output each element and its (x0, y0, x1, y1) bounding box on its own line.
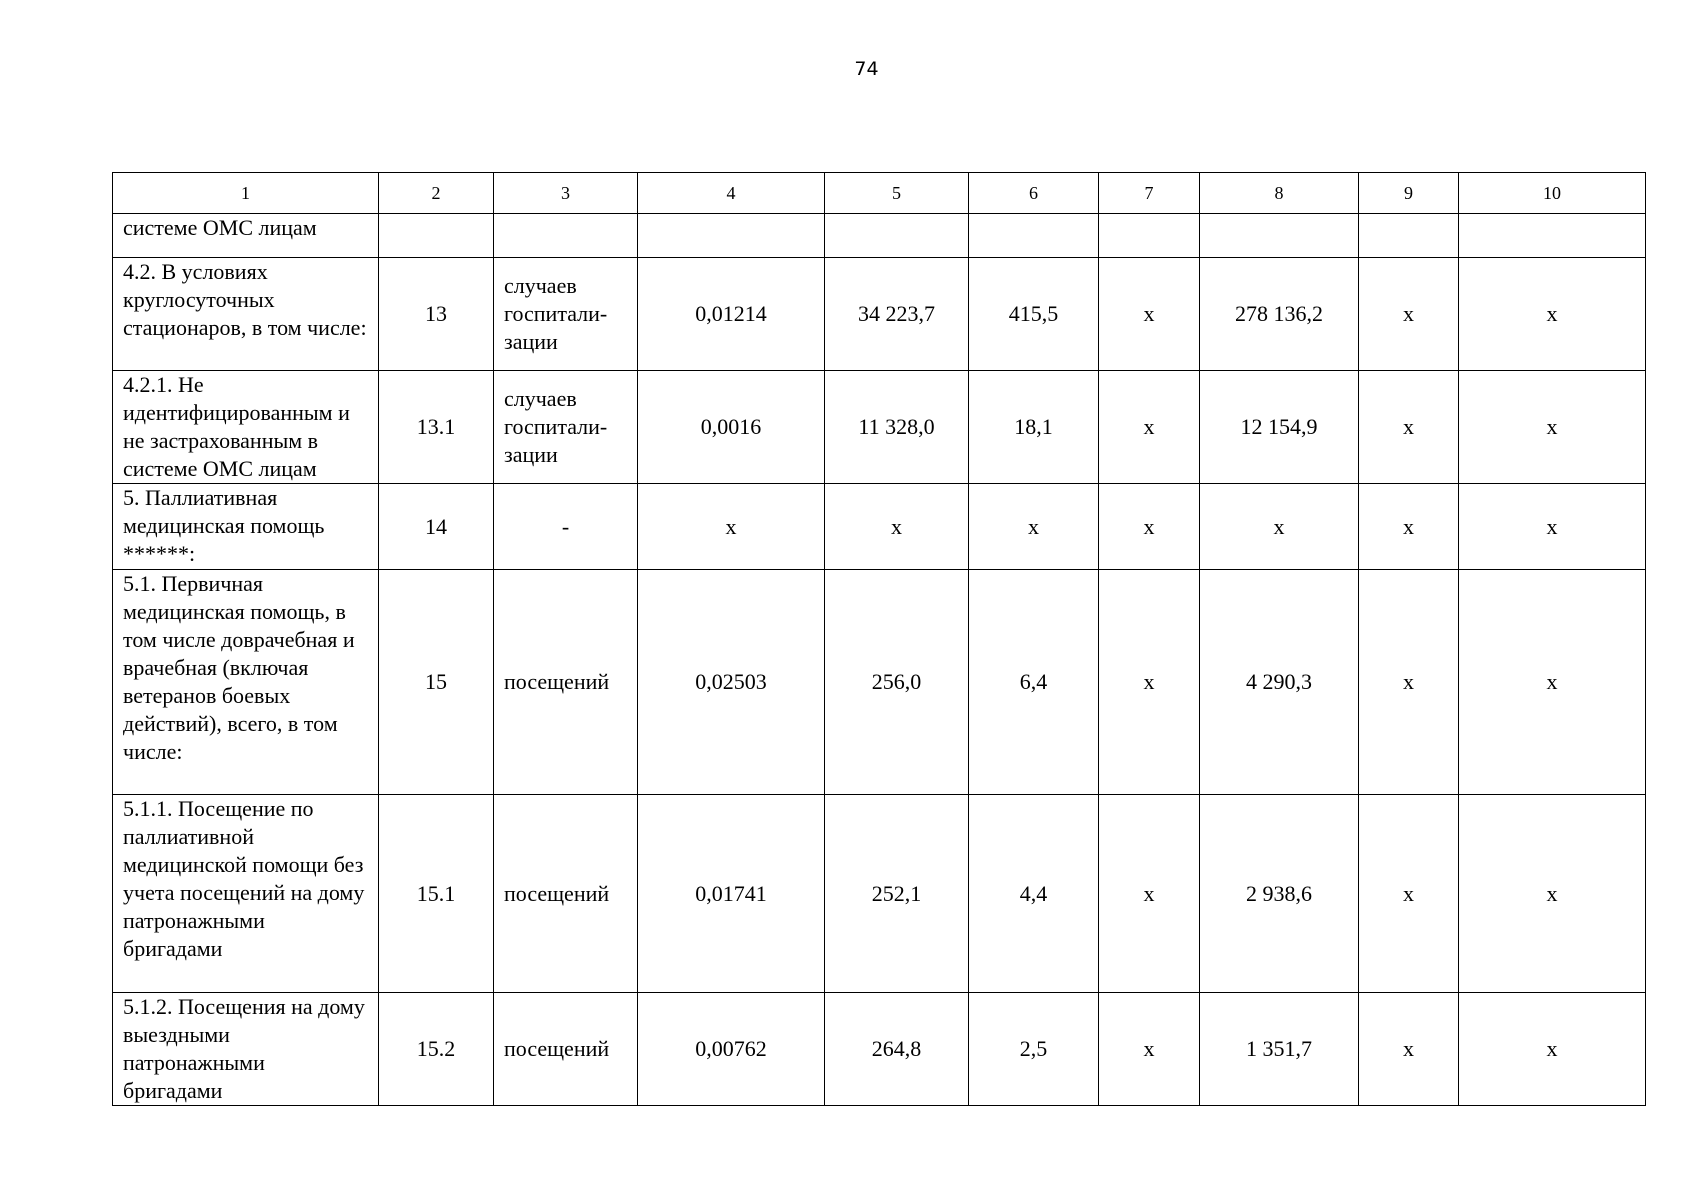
cell-col5: 252,1 (825, 795, 969, 993)
cell-col8: 1 351,7 (1200, 993, 1359, 1106)
cell-col5: 264,8 (825, 993, 969, 1106)
cell-col6: 415,5 (969, 258, 1099, 371)
column-number: 4 (638, 173, 825, 214)
row-number: 15.1 (379, 795, 494, 993)
cell-col6: 18,1 (969, 371, 1099, 484)
cell-col9: х (1359, 993, 1459, 1106)
row-name: 5.1.1. Посещение по паллиативной медицинской помощи без учета посещений на дому патронажными бригадами (113, 795, 379, 993)
cell-col9: х (1359, 795, 1459, 993)
cell-col4: 0,02503 (638, 570, 825, 795)
row-name: системе ОМС лицам (113, 214, 379, 258)
cell-col5 (825, 214, 969, 258)
cell-col8: 12 154,9 (1200, 371, 1359, 484)
cell-col10: х (1459, 993, 1646, 1106)
table-row (113, 484, 1646, 570)
cell-col4: 0,00762 (638, 993, 825, 1106)
cell-col7: х (1099, 993, 1200, 1106)
table-row (113, 214, 1646, 258)
table-header-row (113, 173, 1646, 214)
cell-col9: х (1359, 258, 1459, 371)
row-unit: - (494, 484, 638, 570)
cell-col6 (969, 214, 1099, 258)
column-number: 10 (1459, 173, 1646, 214)
column-number: 3 (494, 173, 638, 214)
cell-col9: х (1359, 484, 1459, 570)
cell-col10: х (1459, 258, 1646, 371)
table-row (113, 993, 1646, 1106)
cell-col5: 256,0 (825, 570, 969, 795)
cell-col7: х (1099, 570, 1200, 795)
page-number: 74 (854, 58, 879, 80)
cell-col7: х (1099, 795, 1200, 993)
cell-col8: 2 938,6 (1200, 795, 1359, 993)
row-name: 4.2. В условиях круглосуточных стационаров, в том числе: (113, 258, 379, 371)
row-number: 13.1 (379, 371, 494, 484)
row-unit (494, 214, 638, 258)
cell-col6: 2,5 (969, 993, 1099, 1106)
row-unit: случаев госпитали-зации (494, 371, 638, 484)
cell-col8: 278 136,2 (1200, 258, 1359, 371)
row-number: 14 (379, 484, 494, 570)
row-name: 5.1.2. Посещения на дому выездными патронажными бригадами (113, 993, 379, 1106)
cell-col7 (1099, 214, 1200, 258)
row-number: 13 (379, 258, 494, 371)
row-name: 5.1. Первичная медицинская помощь, в том числе доврачебная и врачебная (включая ветеранов боевых действий), всего, в том числе: (113, 570, 379, 795)
column-number: 2 (379, 173, 494, 214)
column-number: 6 (969, 173, 1099, 214)
cell-col6: х (969, 484, 1099, 570)
row-number: 15 (379, 570, 494, 795)
row-number: 15.2 (379, 993, 494, 1106)
row-unit: посещений (494, 993, 638, 1106)
cell-col7: х (1099, 258, 1200, 371)
cell-col4 (638, 214, 825, 258)
cell-col9: х (1359, 570, 1459, 795)
row-name: 4.2.1. Не идентифицированным и не застрахованным в системе ОМС лицам (113, 371, 379, 484)
cell-col4: 0,01741 (638, 795, 825, 993)
cell-col6: 6,4 (969, 570, 1099, 795)
table-row (113, 258, 1646, 371)
column-number: 5 (825, 173, 969, 214)
column-number: 9 (1359, 173, 1459, 214)
table-row (113, 371, 1646, 484)
cell-col4: х (638, 484, 825, 570)
row-unit: случаев госпитали-зации (494, 258, 638, 371)
cell-col5: 34 223,7 (825, 258, 969, 371)
cell-col5: 11 328,0 (825, 371, 969, 484)
table-row (113, 570, 1646, 795)
cell-col9: х (1359, 371, 1459, 484)
cell-col10: х (1459, 795, 1646, 993)
column-number: 7 (1099, 173, 1200, 214)
cell-col10: х (1459, 484, 1646, 570)
cell-col9 (1359, 214, 1459, 258)
cell-col10: х (1459, 371, 1646, 484)
cell-col8: 4 290,3 (1200, 570, 1359, 795)
row-number (379, 214, 494, 258)
table-row (113, 795, 1646, 993)
column-number: 1 (113, 173, 379, 214)
data-table (112, 172, 1646, 1106)
row-unit: посещений (494, 570, 638, 795)
cell-col4: 0,01214 (638, 258, 825, 371)
cell-col10: х (1459, 570, 1646, 795)
cell-col5: х (825, 484, 969, 570)
cell-col8 (1200, 214, 1359, 258)
cell-col7: х (1099, 371, 1200, 484)
cell-col7: х (1099, 484, 1200, 570)
row-name: 5. Паллиативная медицинская помощь ******: (113, 484, 379, 570)
row-unit: посещений (494, 795, 638, 993)
cell-col4: 0,0016 (638, 371, 825, 484)
column-number: 8 (1200, 173, 1359, 214)
cell-col6: 4,4 (969, 795, 1099, 993)
cell-col10 (1459, 214, 1646, 258)
cell-col8: х (1200, 484, 1359, 570)
